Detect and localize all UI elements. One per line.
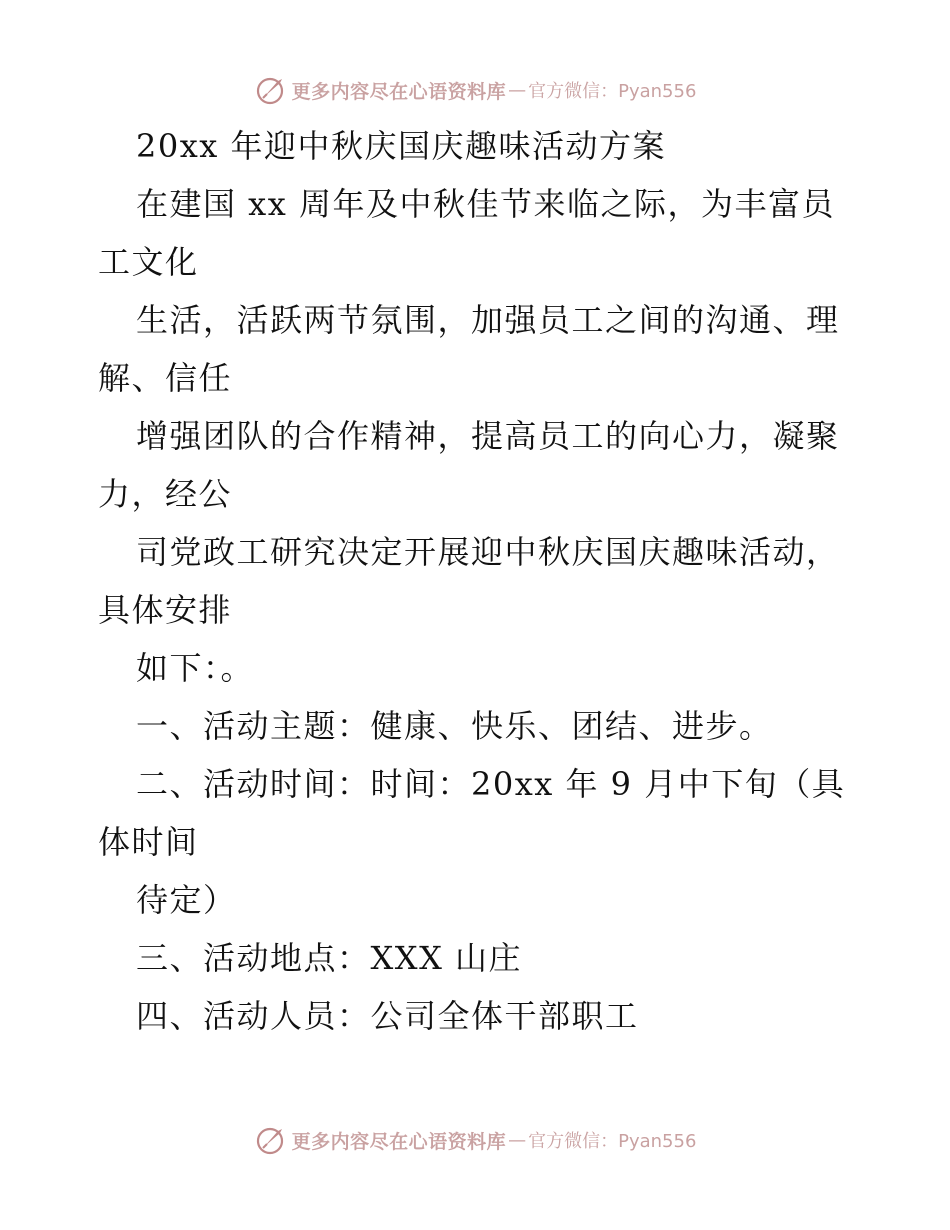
quill-pen-seal-icon (254, 1123, 288, 1157)
doc-paragraph-line: 具体安排 (98, 591, 233, 629)
watermark-brand-text: 更多内容尽在心语资料库 (291, 1130, 507, 1153)
doc-section-location: 三、活动地点：XXX 山庄 (136, 939, 523, 977)
doc-section-theme: 一、活动主题：健康、快乐、团结、进步。 (136, 707, 773, 745)
doc-title: 20xx 年迎中秋庆国庆趣味活动方案 (136, 127, 666, 165)
doc-paragraph-line: 生活，活跃两节氛围，加强员工之间的沟通、理 (136, 301, 840, 339)
doc-paragraph-line: 解、信任 (98, 359, 233, 397)
doc-paragraph-line: 力，经公 (98, 475, 233, 513)
footer-watermark (0, 1120, 950, 1160)
header-watermark (0, 70, 950, 110)
doc-section-participants: 四、活动人员：公司全体干部职工 (136, 997, 639, 1035)
doc-paragraph-line: 待定） (136, 881, 237, 919)
doc-paragraph-line: 司党政工研究决定开展迎中秋庆国庆趣味活动， (136, 533, 840, 571)
watermark-brand-text: 更多内容尽在心语资料库 (291, 80, 507, 103)
watermark-separator: — (508, 79, 527, 101)
watermark-wechat-text: 官方微信：Pyan556 (528, 81, 697, 102)
doc-paragraph-line: 在建国 xx 周年及中秋佳节来临之际，为丰富员 (136, 185, 835, 223)
doc-paragraph-line: 体时间 (98, 823, 199, 861)
watermark-separator: — (508, 1129, 527, 1151)
watermark-wechat-text: 官方微信：Pyan556 (528, 1131, 697, 1152)
doc-paragraph-line: 工文化 (98, 243, 199, 281)
doc-paragraph-line: 增强团队的合作精神，提高员工的向心力，凝聚 (136, 417, 840, 455)
quill-pen-seal-icon (254, 73, 288, 107)
doc-paragraph-line: 如下：。 (136, 649, 255, 687)
doc-section-time: 二、活动时间：时间：20xx 年 9 月中下旬（具 (136, 765, 846, 803)
